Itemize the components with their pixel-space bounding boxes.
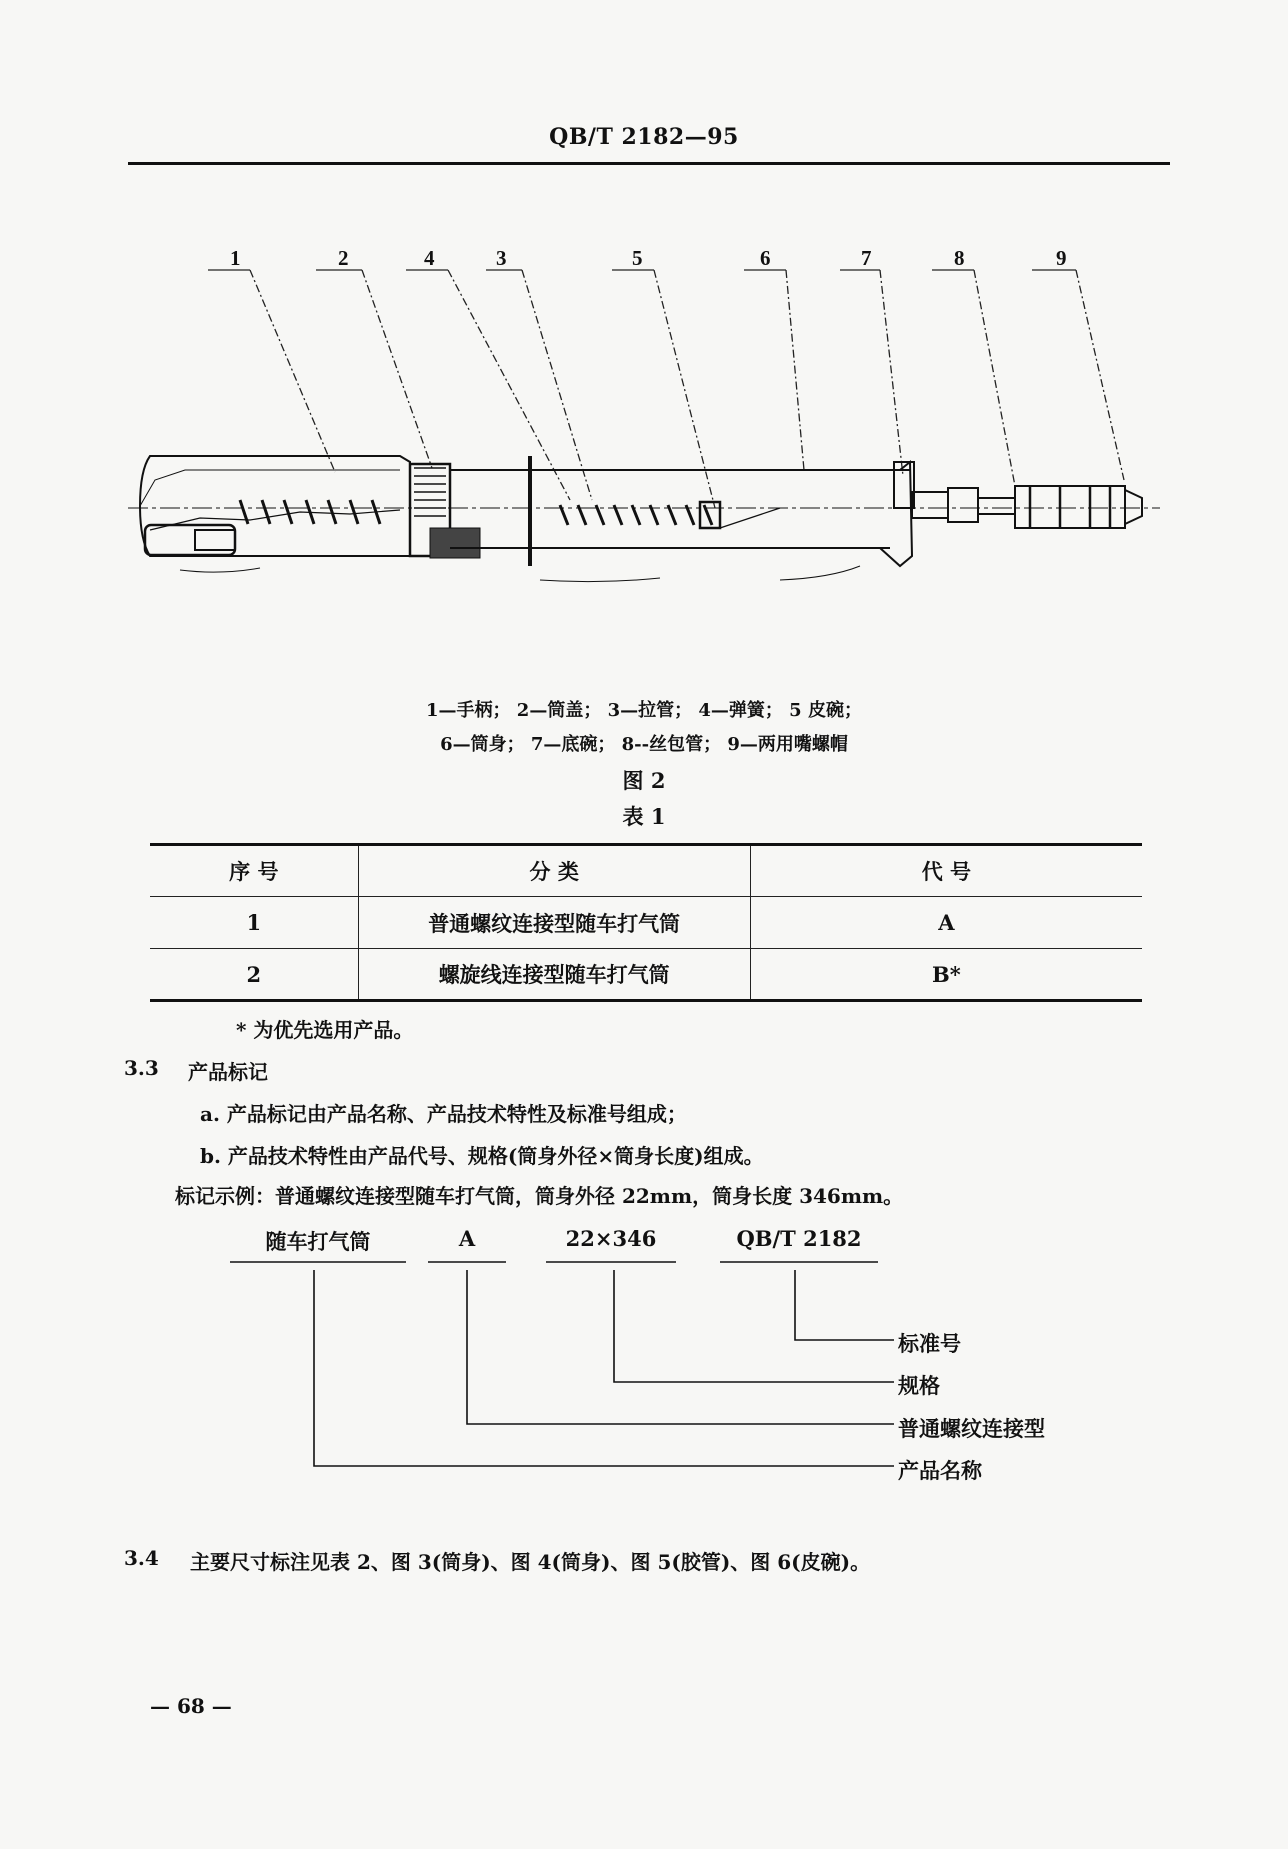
callout-number: 6 <box>760 246 771 270</box>
section-number: 3.3 <box>124 1056 159 1080</box>
callout-number: 5 <box>632 246 643 270</box>
table-cell: 普通螺纹连接型随车打气筒 <box>358 897 750 949</box>
marking-label-product-name: 产品名称 <box>898 1458 982 1483</box>
section-title: 产品标记 <box>188 1060 268 1084</box>
table-title: 表 1 <box>622 804 666 829</box>
figure-title: 图 2 <box>622 768 666 793</box>
marking-segment-standard: QB/T 2182 <box>736 1226 862 1251</box>
section-text: 主要尺寸标注见表 2、图 3(筒身)、图 4(筒身)、图 5(胶管)、图 6(皮碗)。 <box>190 1550 871 1574</box>
marking-segment-product-name: 随车打气筒 <box>265 1229 371 1254</box>
callout-number: 3 <box>496 246 507 270</box>
figure-legend-line-1: 1—手柄； 2—筒盖； 3—拉管； 4—弹簧； 5 皮碗； <box>426 700 862 721</box>
table-cell: 1 <box>246 910 262 935</box>
section-number: 3.4 <box>124 1546 159 1570</box>
table-cell: 2 <box>246 961 262 987</box>
header-cell: 序 号 <box>229 859 279 884</box>
callout-number: 2 <box>338 246 349 270</box>
table-cell: 螺旋线连接型随车打气筒 <box>358 949 750 1001</box>
marking-label-standard-no: 标准号 <box>898 1331 961 1356</box>
callout-number: 4 <box>424 246 435 270</box>
marking-label-type: 普通螺纹连接型 <box>898 1416 1045 1441</box>
callout-number: 9 <box>1056 246 1067 270</box>
marking-segment-code: A <box>458 1226 476 1251</box>
figure-legend-line-2: 6—筒身； 7—底碗； 8--丝包管； 9—两用嘴螺帽 <box>440 734 848 755</box>
standard-code-header: QB/T 2182—95 <box>549 124 739 150</box>
table-cell: A <box>750 897 1142 949</box>
list-item: a. 产品标记由产品名称、产品技术特性及标准号组成； <box>200 1102 687 1126</box>
list-item: b. 产品技术特性由产品代号、规格(筒身外径×筒身长度)组成。 <box>200 1144 764 1168</box>
marking-segment-spec: 22×346 <box>565 1226 657 1251</box>
callout-number: 7 <box>861 246 872 270</box>
header-cell: 代 号 <box>750 845 1142 897</box>
callout-number: 1 <box>230 246 241 270</box>
marking-label-spec: 规格 <box>898 1373 940 1398</box>
page-number: — 68 — <box>150 1694 232 1718</box>
marking-example-text: 标记示例：普通螺纹连接型随车打气筒，筒身外径 22mm，筒身长度 346mm。 <box>175 1184 904 1208</box>
table-footnote: * 为优先选用产品。 <box>236 1018 414 1042</box>
callout-number: 8 <box>954 246 965 270</box>
table-cell: B* <box>750 949 1142 1001</box>
header-cell: 分 类 <box>358 845 750 897</box>
